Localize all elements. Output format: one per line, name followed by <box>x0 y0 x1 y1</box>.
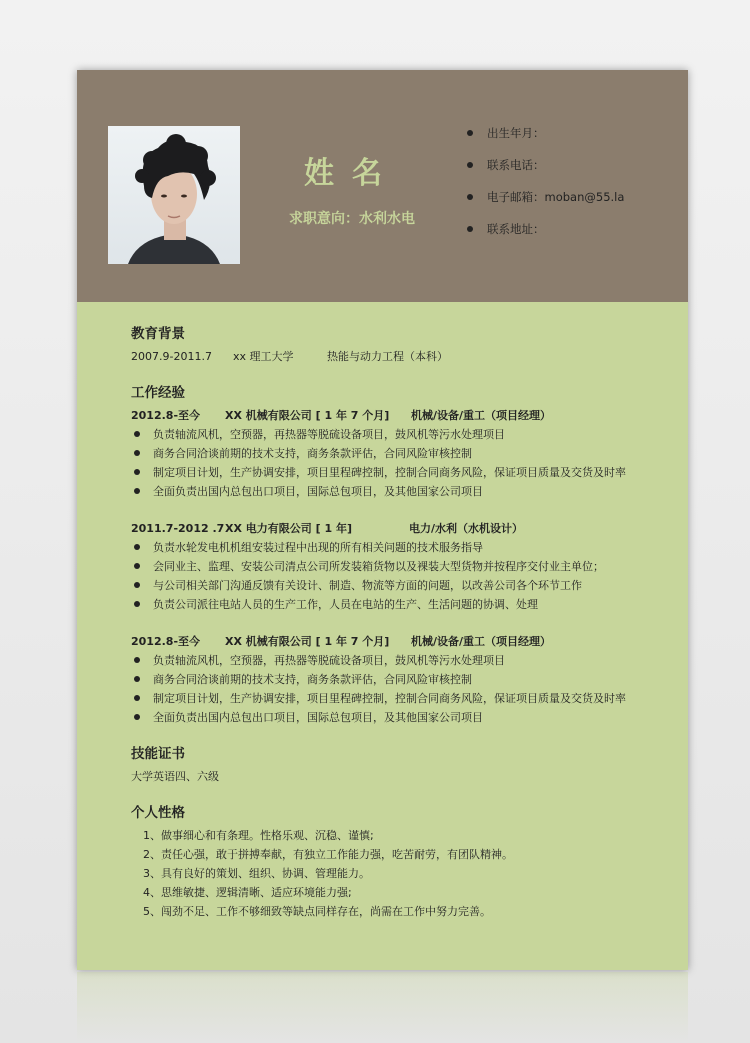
job-duties <box>131 425 671 501</box>
job-company: XX 机械有限公司 [ 1 年 7 个月] <box>225 409 390 422</box>
skills-title: 技能证书 <box>131 746 185 762</box>
trait-item: 1、做事细心和有条理。性格乐观、沉稳、谨慎; <box>143 829 374 842</box>
job-entry <box>131 632 671 727</box>
job-position: 电力/水利（水机设计） <box>409 522 524 535</box>
page-reflection <box>77 972 688 1043</box>
education-school: xx 理工大学 <box>233 350 294 363</box>
job-header <box>131 406 671 425</box>
duty-item: 商务合同洽谈前期的技术支持，商务条款评估，合同风险审核控制 <box>131 670 671 689</box>
duty-item: 负责公司派往电站人员的生产工作，人员在电站的生产、生活问题的协调、处理 <box>131 595 671 614</box>
education-major: 热能与动力工程（本科） <box>327 350 448 363</box>
contact-birth: 出生年月： <box>467 124 624 156</box>
duty-item: 负责轴流风机，空预器，再热器等脱硫设备项目，鼓风机等污水处理项目 <box>131 651 671 670</box>
skills-section <box>131 745 671 786</box>
duty-item: 全面负责出国内总包出口项目，国际总包项目，及其他国家公司项目 <box>131 482 671 501</box>
education-period: 2007.9-2011.7 <box>131 350 212 363</box>
job-entry <box>131 406 671 501</box>
contact-email: 电子邮箱：moban@55.la <box>467 188 624 220</box>
trait-item: 3、具有良好的策划、组织、协调、管理能力。 <box>143 867 370 880</box>
personality-section <box>131 804 671 921</box>
job-position: 机械/设备/重工（项目经理） <box>411 409 552 422</box>
profile-photo <box>108 126 240 264</box>
skills-text: 大学英语四、六级 <box>131 770 219 783</box>
resume-sheet <box>77 70 688 970</box>
education-section <box>131 325 671 366</box>
trait-item: 4、思维敏捷、逻辑清晰、适应环境能力强; <box>143 886 352 899</box>
resume-header <box>77 70 688 302</box>
duty-item: 负责轴流风机，空预器，再热器等脱硫设备项目，鼓风机等污水处理项目 <box>131 425 671 444</box>
personality-title: 个人性格 <box>131 805 185 821</box>
contact-address: 联系地址： <box>467 220 624 252</box>
job-period: 2012.8-至今 <box>131 409 201 422</box>
duty-item: 制定项目计划，生产协调安排，项目里程碑控制，控制合同商务风险，保证项目质量及交货及时率 <box>131 689 671 708</box>
education-title: 教育背景 <box>131 326 185 342</box>
job-intent: 求职意向：水利水电 <box>289 211 415 227</box>
work-title: 工作经验 <box>131 385 185 401</box>
job-header <box>131 632 671 651</box>
contact-list <box>467 124 624 252</box>
resume-content <box>131 325 671 921</box>
education-entry <box>131 347 671 366</box>
personality-list <box>131 826 671 921</box>
job-period: 2011.7-2012 .7 <box>131 522 225 535</box>
job-company: XX 机械有限公司 [ 1 年 7 个月] <box>225 635 390 648</box>
candidate-name: 姓名 <box>304 156 400 191</box>
duty-item: 与公司相关部门沟通反馈有关设计、制造、物流等方面的问题，以改善公司各个环节工作 <box>131 576 671 595</box>
duty-item: 全面负责出国内总包出口项目，国际总包项目，及其他国家公司项目 <box>131 708 671 727</box>
duty-item: 会同业主、监理、安装公司清点公司所发装箱货物以及裸装大型货物并按程序交付业主单位； <box>131 557 671 576</box>
trait-item: 2、责任心强，敢于拼搏奉献，有独立工作能力强，吃苦耐劳，有团队精神。 <box>143 848 513 861</box>
duty-item: 商务合同洽谈前期的技术支持，商务条款评估，合同风险审核控制 <box>131 444 671 463</box>
duty-item: 负责水轮发电机机组安装过程中出现的所有相关问题的技术服务指导 <box>131 538 671 557</box>
job-period: 2012.8-至今 <box>131 635 201 648</box>
job-entry <box>131 519 671 614</box>
job-header <box>131 519 671 538</box>
work-section <box>131 384 671 727</box>
job-position: 机械/设备/重工（项目经理） <box>411 635 552 648</box>
duty-item: 制定项目计划，生产协调安排，项目里程碑控制，控制合同商务风险，保证项目质量及交货及时率 <box>131 463 671 482</box>
portrait-image <box>108 126 240 264</box>
trait-item: 5、闯劲不足、工作不够细致等缺点同样存在，尚需在工作中努力完善。 <box>143 905 491 918</box>
job-duties <box>131 538 671 614</box>
job-company: XX 电力有限公司 [ 1 年] <box>225 522 352 535</box>
contact-phone: 联系电话： <box>467 156 624 188</box>
job-duties <box>131 651 671 727</box>
